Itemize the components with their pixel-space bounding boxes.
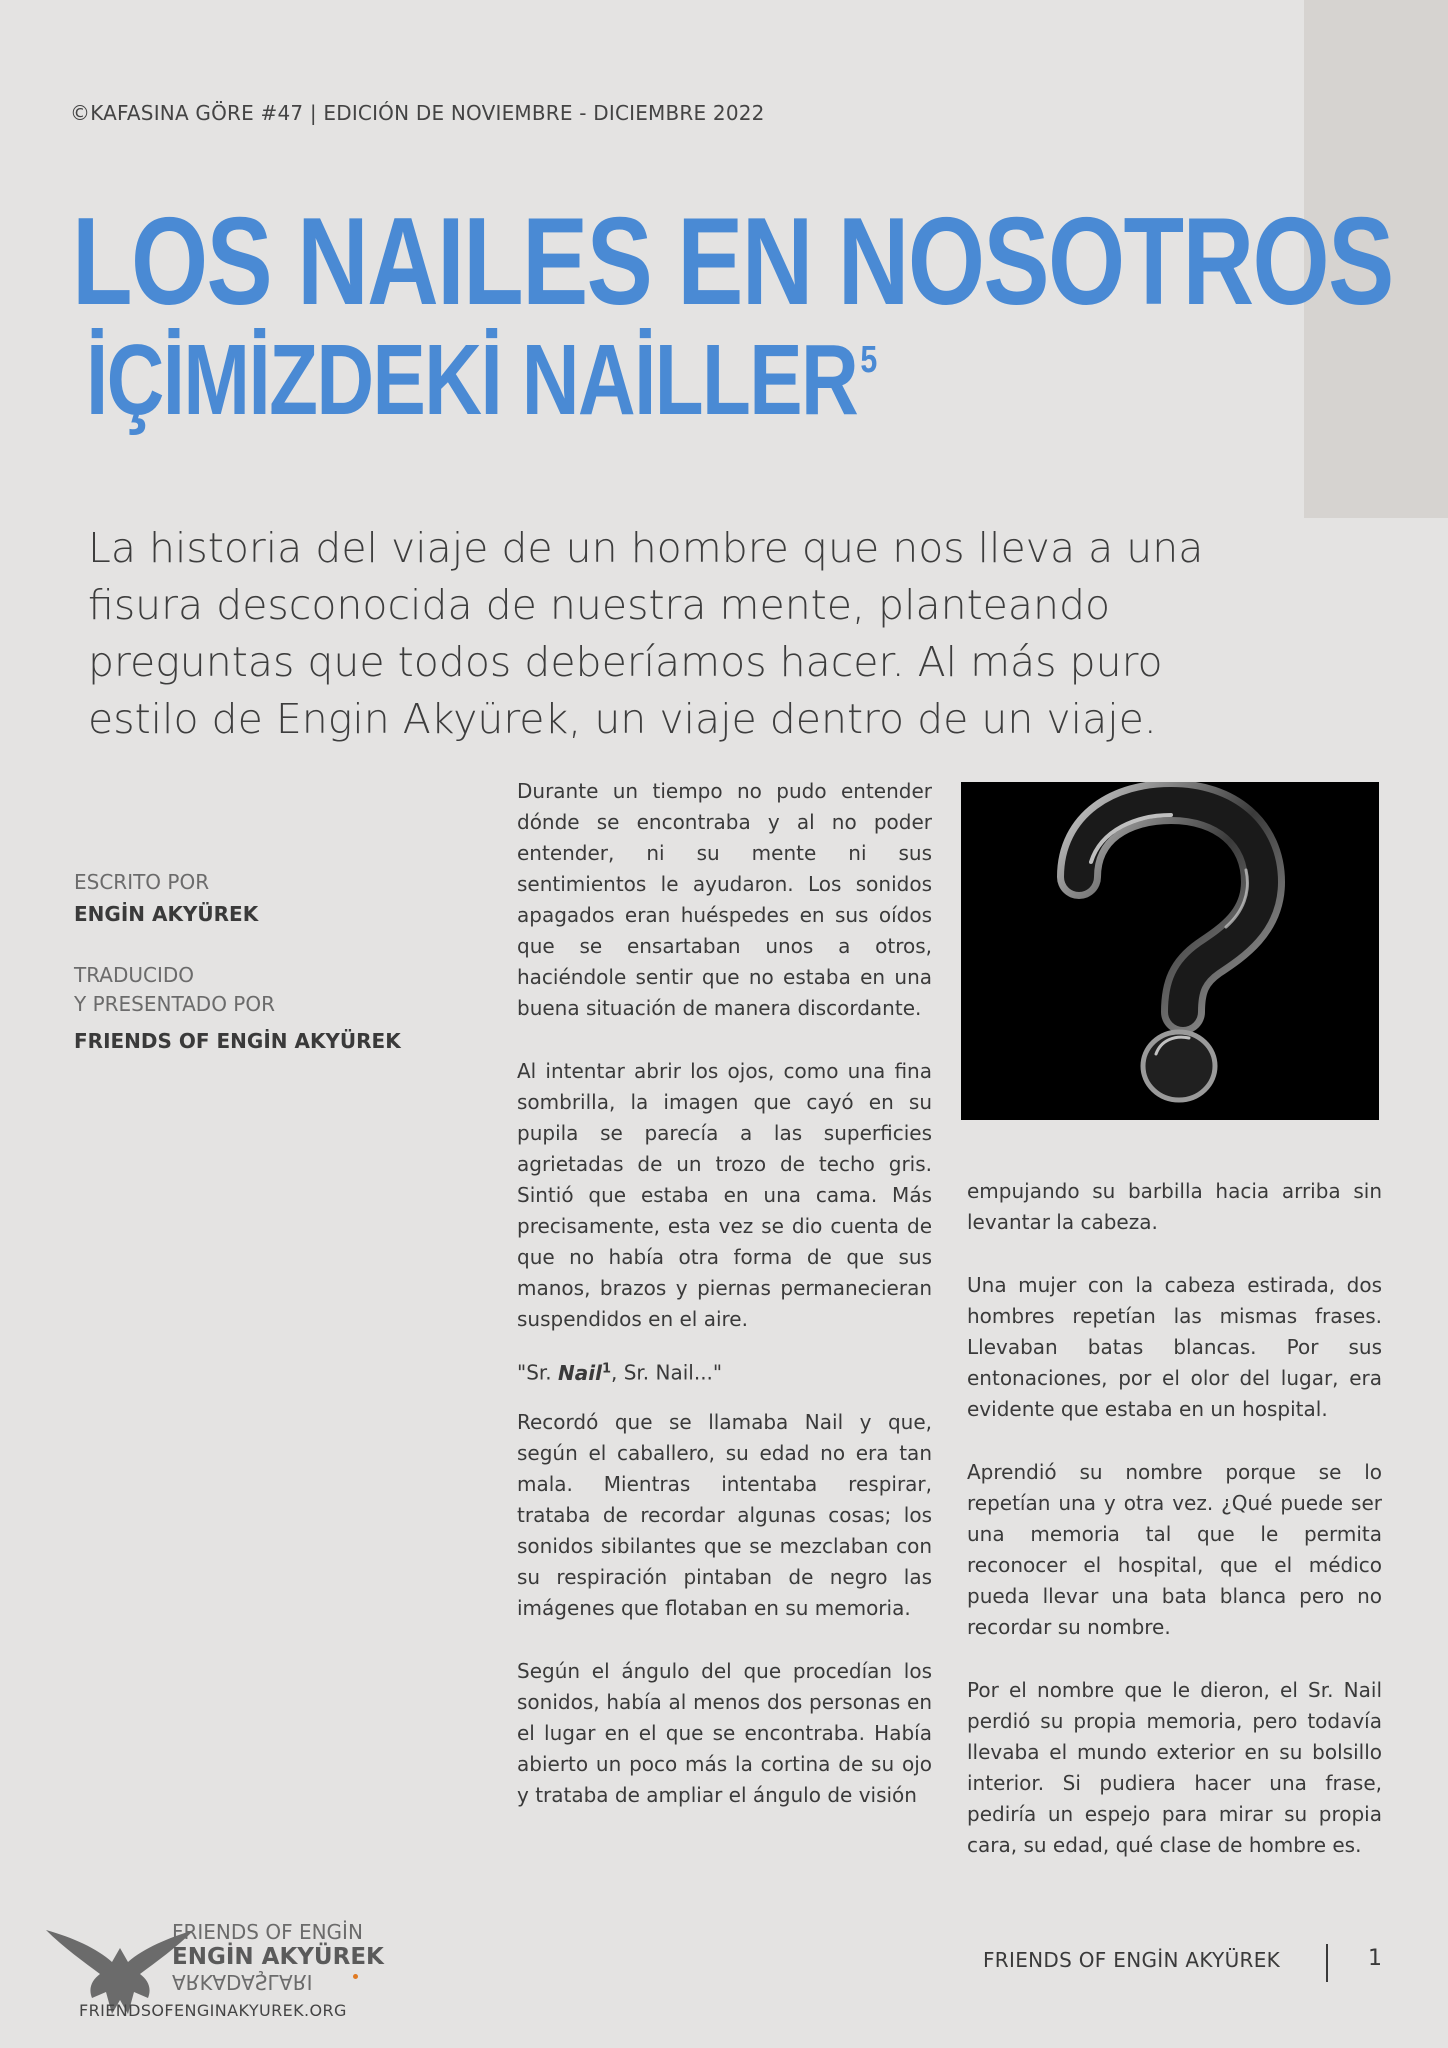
article-lead: La historia del viaje de un hombre que nos lleva a una fisura desconocida de nuestra mente, planteando preguntas que todos deberíamos hacer. Al más puro estilo de Engin Akyürek, un viaje dentro de un viaje. [88,524,1204,743]
logo-url[interactable]: FRIENDSOFENGINAKYUREK.ORG [79,2001,347,2020]
quote-rest: , Sr. Nail..." [611,1360,723,1385]
title-footnote-marker: 5 [860,339,876,381]
paragraph: Recordó que se llamaba Nail y que, según el caballero, su edad no era tan mala. Mientras intentaba respirar, trataba de recordar algunas cosas; los sonidos sibilantes que se mezclaban con su respiración pintaban de negro las imágenes que flotaban en su memoria. [517,1409,932,1620]
paragraph: Aprendió su nombre porque se lo repetían una y otra vez. ¿Qué puede ser una memoria tal que le permita reconocer el hospital, que el médico pueda llevar una bata blanca pero no recordar su nombre. [967,1460,1382,1639]
quote-open: "Sr. [517,1360,558,1385]
paragraph: Al intentar abrir los ojos, como una fina sombrilla, la imagen que cayó en su pupila se parecía a las superficies agrietadas de un trozo de techo gris. Sintió que estaba en una cama. Más precisamente, esta vez se dio cuenta de que no había otra forma de que sus manos, brazos y piernas permanecieran suspendidos en el aire. [517,1059,932,1331]
quote-line [517,1353,932,1389]
written-by-label: ESCRITO POR [74,870,210,894]
question-mark-icon [961,782,1379,1120]
footer-name: FRIENDS OF ENGİN AKYÜREK [983,1948,1281,1972]
translator-name: FRIENDS OF ENGİN AKYÜREK [74,1029,401,1053]
article-column-2 [967,1176,1382,1893]
presented-label: Y PRESENTADO POR [74,992,276,1016]
question-mark-image [961,782,1379,1120]
translated-label: TRADUCIDO [74,963,195,987]
logo-line-3: ARKADAŞLARI [172,1970,313,1994]
author-name: ENGİN AKYÜREK [74,902,259,926]
title-turkish-text: İÇİMİZDEKİ NAİLLER [86,324,858,436]
logo-line-1: FRIENDS OF ENGİN [172,1920,363,1944]
logo-line-2: ENGİN AKYÜREK [172,1944,384,1970]
issue-line: ©KAFASINA GÖRE #47 | EDICIÓN DE NOVIEMBRE - DICIEMBRE 2022 [70,101,765,125]
paragraph: Durante un tiempo no pudo entender dónde se encontraba y al no poder entender, ni su mente ni sus sentimientos le ayudaron. Los sonidos apagados eran huéspedes en sus oídos que se ensartaban unos a otros, haciéndole sentir que no estaba en una buena situación de manera discordante. [517,779,932,1020]
article-title-turkish [86,324,876,436]
paragraph: Una mujer con la cabeza estirada, dos hombres repetían las mismas frases. Llevaban batas blancas. Por sus entonaciones, por el olor del lugar, era evidente que estaba en un hospital. [967,1273,1382,1421]
logo-dot [353,1974,358,1979]
paragraph: Según el ángulo del que procedían los sonidos, había al menos dos personas en el lugar en el que se encontraba. Había abierto un poco más la cortina de su ojo y trataba de ampliar el ángulo de visión [517,1658,932,1807]
paragraph: Por el nombre que le dieron, el Sr. Nail perdió su propia memoria, pero todavía llevaba el mundo exterior en su bolsillo interior. Si pudiera hacer una frase, pediría un espejo para mirar su propia cara, su edad, qué clase de hombre es. [967,1678,1382,1857]
article-column-1 [517,776,932,1843]
page-number: 1 [1368,1946,1382,1971]
quote-footnote-marker: 1 [601,1361,611,1376]
paragraph: empujando su barbilla hacia arriba sin levantar la cabeza. [967,1179,1382,1234]
article-title: LOS NAILES EN NOSOTROS [72,193,1393,331]
quote-name: Nail [558,1360,602,1385]
footer-divider [1326,1944,1328,1982]
